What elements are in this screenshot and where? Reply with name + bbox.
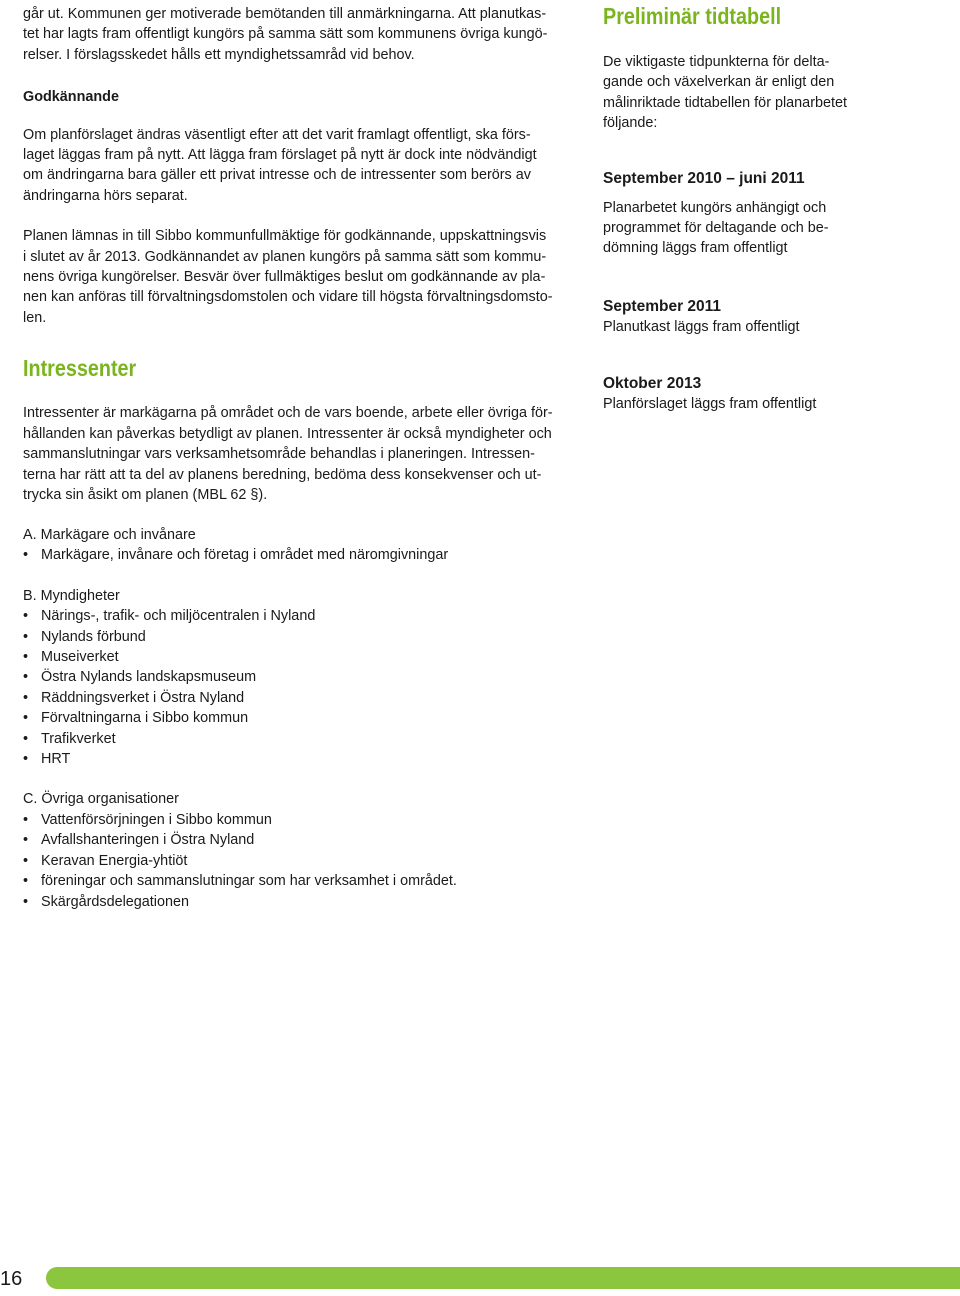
list-item [23, 667, 623, 687]
group-title: B. Myndigheter [23, 587, 120, 604]
bullet-icon: • [23, 730, 29, 747]
timetable-intro: De viktigaste tidpunkterna för delta- gande och växelverkan är enligt den målinriktade tidtabellen för planarbetet följande: [603, 54, 847, 132]
bullet-icon: • [23, 608, 29, 625]
left-column [23, 4, 579, 505]
period-text: Planförslaget läggs fram offentligt [603, 396, 817, 413]
period-date: Oktober 2013 [603, 375, 702, 393]
list-item [23, 871, 623, 891]
list-item-text: Vattenförsörjningen i Sibbo kommun [41, 811, 272, 828]
group-list [23, 545, 623, 565]
list-item-text: Nylands förbund [41, 628, 146, 645]
bullet-icon: • [23, 649, 29, 666]
list-item-text: Förvaltningarna i Sibbo kommun [41, 710, 249, 727]
approval-heading: Godkännande [23, 89, 119, 106]
bullet-icon: • [23, 628, 29, 645]
list-item [23, 749, 623, 769]
bullet-icon: • [23, 669, 29, 686]
approval-paragraph-2: Planen lämnas in till Sibbo kommunfullmäktige för godkännande, uppskattningsvis i slutet av år 2013. Godkännandet av planen kungörs på samma sätt som kommu- nens övriga kungörelser. Besvär över fullmäktiges beslut om godkännande av pla- nen kan anföras till förvaltningsdomstolen och vidare till högsta förvaltningsdomsto- len. [23, 228, 553, 326]
list-item-text: HRT [41, 751, 71, 768]
stakeholder-group-b [23, 586, 623, 770]
list-item [23, 810, 623, 830]
page-number: 16 [0, 1268, 23, 1290]
period-date: September 2010 – juni 2011 [603, 169, 805, 187]
list-item-text: Räddningsverket i Östra Nyland [41, 689, 245, 706]
list-item-text: Museiverket [41, 649, 119, 666]
bullet-icon: • [23, 873, 29, 890]
footer-bar [46, 1267, 960, 1289]
bullet-icon: • [23, 710, 29, 727]
approval-paragraph-1: Om planförslaget ändras väsentligt efter att det varit framlagt offentligt, ska förs- laget läggas fram på nytt. Att lägga fram förslaget på nytt är dock inte nödvändigt om ändringarna bara gäller ett privat intresse och de intressenter som berörs av ändringarna hörs separat. [23, 126, 537, 204]
timetable-period [603, 373, 903, 414]
list-item-text: Skärgårdsdelegationen [41, 893, 190, 910]
bullet-icon: • [23, 893, 29, 910]
list-item [23, 606, 623, 626]
group-list [23, 606, 623, 769]
list-item-text: Närings-, trafik- och miljöcentralen i Nyland [41, 608, 316, 625]
list-item-text: Avfallshanteringen i Östra Nyland [41, 832, 255, 849]
page-footer [0, 1264, 960, 1294]
period-date: September 2011 [603, 297, 722, 315]
list-item-text: Trafikverket [41, 730, 116, 747]
list-item [23, 830, 623, 850]
right-column [603, 4, 903, 415]
timetable-period [603, 168, 903, 259]
timetable-period [603, 296, 903, 337]
list-item [23, 851, 623, 871]
list-item [23, 892, 623, 912]
list-item [23, 545, 623, 565]
period-text: Planutkast läggs fram offentligt [603, 318, 800, 335]
list-item-text: Markägare, invånare och företag i området med näromgivningar [41, 547, 449, 564]
bullet-icon: • [23, 547, 29, 564]
list-item [23, 627, 623, 647]
stakeholder-groups [23, 525, 623, 912]
intro-paragraph: går ut. Kommunen ger motiverade bemötanden till anmärkningarna. Att planutkas- tet har lagts fram offentligt kungörs på samma sätt som kommunens övriga kungö- relser. I förslagsskedet hålls ett myndighetssamråd vid behov. [23, 6, 548, 63]
list-item [23, 729, 623, 749]
stakeholder-group-c [23, 789, 623, 911]
bullet-icon: • [23, 832, 29, 849]
list-item [23, 647, 623, 667]
bullet-icon: • [23, 751, 29, 768]
list-item [23, 688, 623, 708]
timetable-heading: Preliminär tidtabell [603, 3, 782, 29]
stakeholder-group-a [23, 525, 623, 566]
bullet-icon: • [23, 689, 29, 706]
group-title: C. Övriga organisationer [23, 791, 179, 808]
list-item [23, 708, 623, 728]
group-title: A. Markägare och invånare [23, 527, 196, 543]
list-item-text: föreningar och sammanslutningar som har verksamhet i området. [41, 873, 457, 890]
list-item-text: Östra Nylands landskapsmuseum [41, 669, 257, 686]
bullet-icon: • [23, 852, 29, 869]
bullet-icon: • [23, 811, 29, 828]
list-item-text: Keravan Energia-yhtiöt [41, 852, 188, 869]
period-text: Planarbetet kungörs anhängigt och programmet för deltagande och be- dömning läggs fram offentligt [603, 199, 829, 257]
group-list [23, 810, 623, 912]
stakeholders-paragraph: Intressenter är markägarna på området och de vars boende, arbete eller övriga för- hållanden kan påverkas betydligt av planen. Intressenter är också myndigheter och sammanslutningar vars verksamhetsområde behandlas i planeringen. Intressen- terna har rätt att ta del av planens beredning, bedöma dess konsekvenser och ut- trycka sin åsikt om planen (MBL 62 §). [23, 405, 553, 503]
stakeholders-heading: Intressenter [23, 355, 137, 382]
